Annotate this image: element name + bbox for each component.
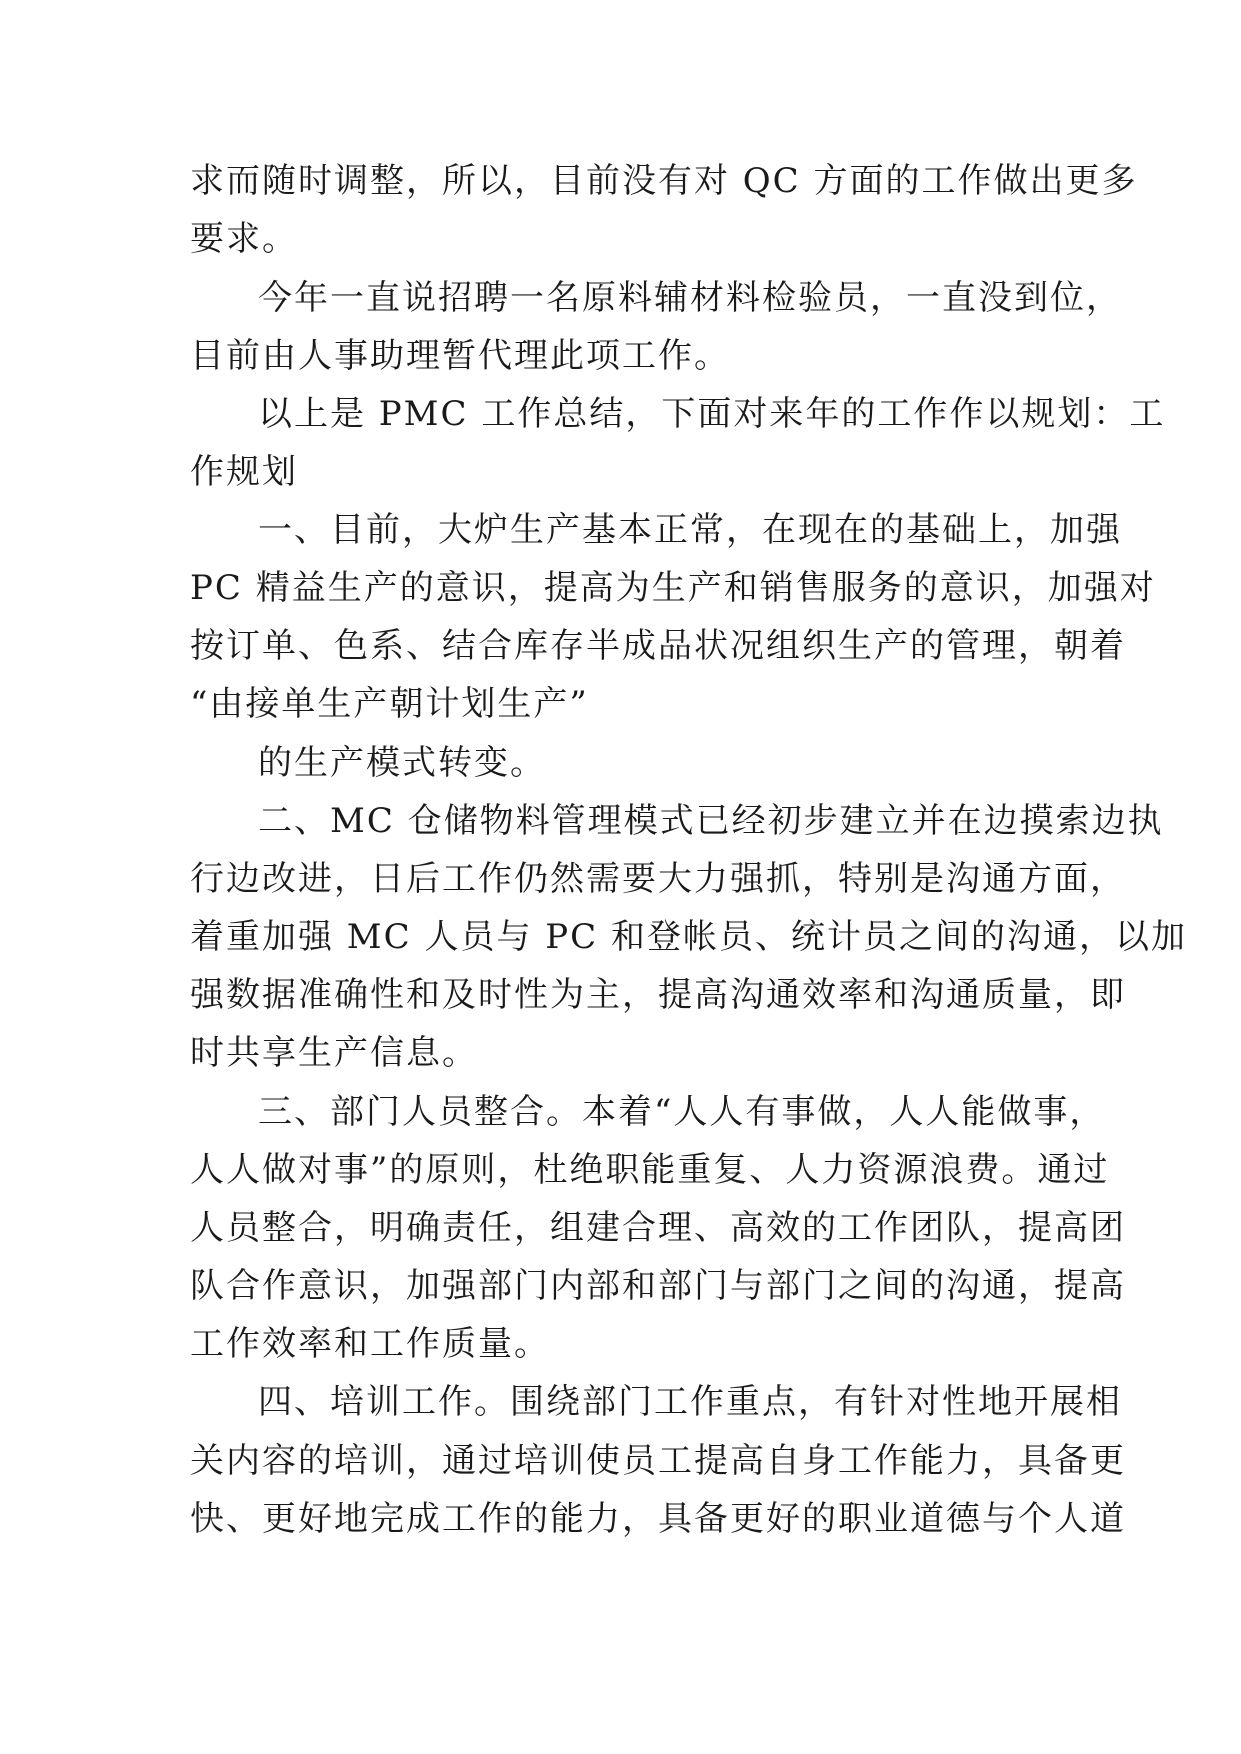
text-line: 求而随时调整，所以，目前没有对 QC 方面的工作做出更多 (190, 161, 1138, 201)
text-line: 三、部门人员整合。本着“人人有事做，人人能做事， (258, 1092, 1106, 1132)
text-line: 要求。 (190, 219, 298, 259)
text-line: 队合作意识，加强部门内部和部门与部门之间的沟通，提高 (190, 1266, 1126, 1306)
text-line: 的生产模式转变。 (258, 743, 546, 783)
text-line: 今年一直说招聘一名原料辅材料检验员，一直没到位， (258, 278, 1122, 318)
text-line: 人员整合，明确责任，组建合理、高效的工作团队，提高团 (190, 1208, 1126, 1248)
text-line: 行边改进，日后工作仍然需要大力强抓，特别是沟通方面， (190, 859, 1126, 899)
text-line: 按订单、色系、结合库存半成品状况组织生产的管理，朝着 (190, 626, 1126, 666)
text-line: 以上是 PMC 工作总结，下面对来年的工作作以规划：工 (258, 394, 1166, 434)
text-line: 工作效率和工作质量。 (190, 1324, 550, 1364)
text-line: 着重加强 MC 人员与 PC 和登帐员、统计员之间的沟通，以加 (190, 917, 1187, 957)
text-line: 作规划 (190, 452, 298, 492)
text-line: 人人做对事”的原则，杜绝职能重复、人力资源浪费。通过 (190, 1150, 1110, 1190)
text-line: 二、MC 仓储物料管理模式已经初步建立并在边摸索边执 (258, 801, 1164, 841)
text-line: “由接单生产朝计划生产” (190, 684, 589, 724)
text-line: PC 精益生产的意识，提高为生产和销售服务的意识，加强对 (190, 568, 1156, 608)
text-line: 强数据准确性和及时性为主，提高沟通效率和沟通质量，即 (190, 975, 1126, 1015)
text-line: 快、更好地完成工作的能力，具备更好的职业道德与个人道 (190, 1499, 1126, 1539)
text-line: 四、培训工作。围绕部门工作重点，有针对性地开展相 (258, 1382, 1122, 1422)
text-line: 关内容的培训，通过培训使员工提高自身工作能力，具备更 (190, 1441, 1126, 1481)
text-line: 一、目前，大炉生产基本正常，在现在的基础上，加强 (258, 510, 1122, 550)
text-line: 目前由人事助理暂代理此项工作。 (190, 336, 730, 376)
text-line: 时共享生产信息。 (190, 1033, 478, 1073)
